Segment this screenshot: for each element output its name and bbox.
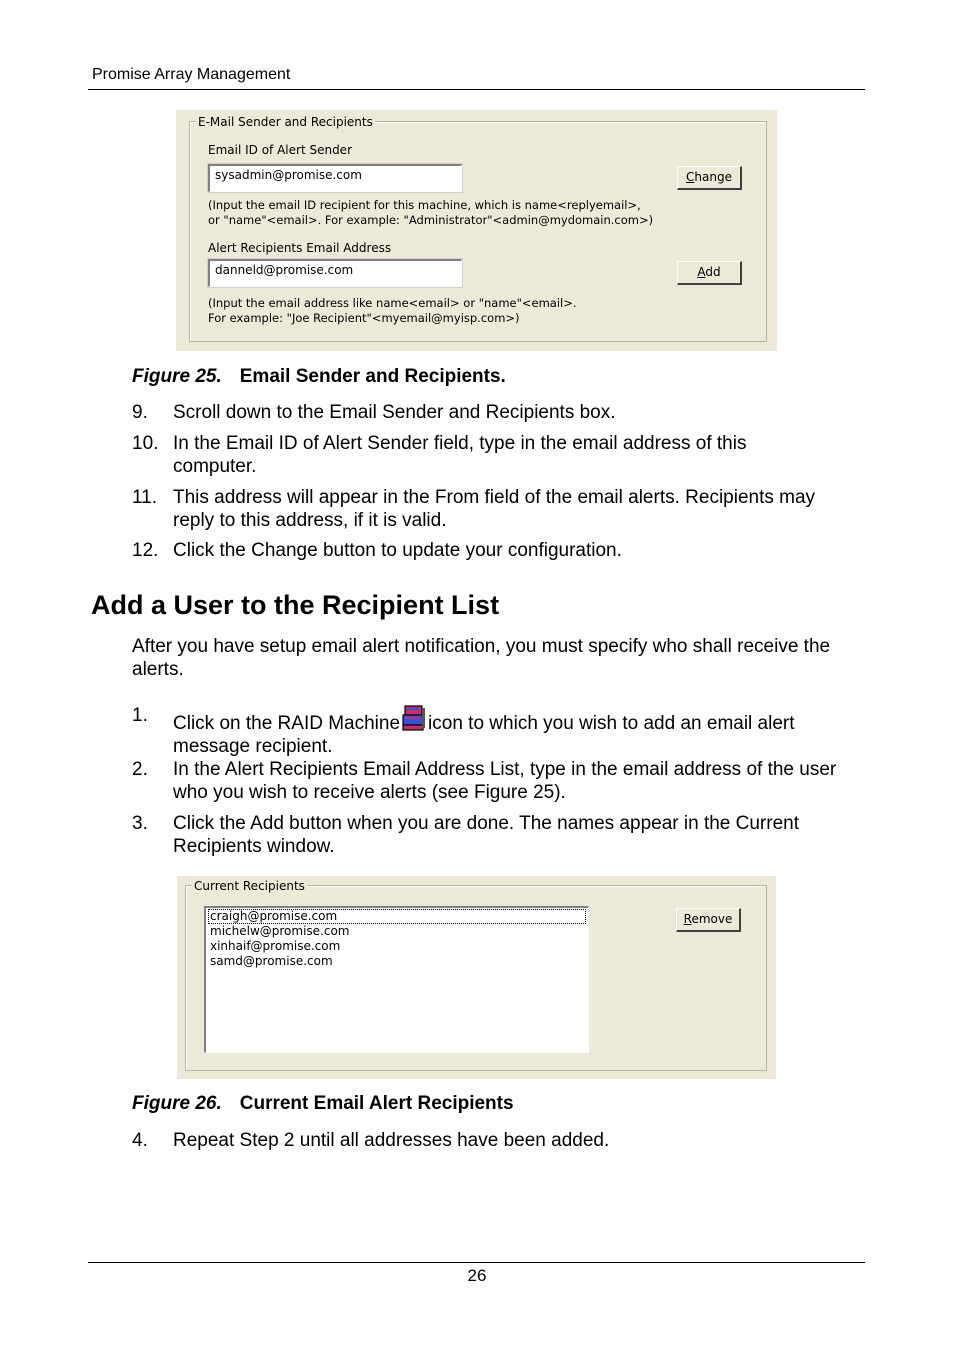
sender-email-input[interactable]: sysadmin@promise.com: [208, 164, 462, 192]
step-text: This address will appear in the From field of the email alerts. Recipients may reply to this address, if it is valid.: [173, 487, 816, 531]
figure-26-label: Figure 26.: [132, 1093, 222, 1114]
sender-hint-line-1: (Input the email ID recipient for this machine, which is name<replyemail>,: [208, 198, 641, 212]
figure-25-caption: [132, 366, 506, 388]
figure-25-title: Email Sender and Recipients.: [239, 366, 506, 387]
add-button-mnemonic: A: [697, 265, 706, 279]
step-text: In the Alert Recipients Email Address List, type in the email address of the user who you wish to receive alerts (see Figure 25).: [173, 759, 837, 803]
change-button-label: hange: [694, 170, 732, 184]
current-recipients-group-title: Current Recipients: [194, 879, 305, 893]
step-number: 9.: [132, 402, 148, 423]
page-number: 26: [467, 1266, 487, 1285]
remove-button-mnemonic: R: [683, 912, 692, 926]
header-rule: [88, 89, 865, 90]
figure-25-label: Figure 25.: [132, 366, 222, 387]
step-number: 3.: [132, 813, 148, 834]
figure-26-title: Current Email Alert Recipients: [239, 1093, 514, 1114]
email-sender-panel: [176, 110, 777, 351]
list-item[interactable]: xinhaif@promise.com: [210, 939, 341, 953]
current-recipients-panel: [177, 876, 776, 1079]
step-number: 4.: [132, 1130, 148, 1151]
change-button[interactable]: [677, 166, 742, 190]
step-text: Click the Add button when you are done. The names appear in the Current Recipients window.: [173, 813, 799, 857]
step-text-before-icon: Click on the RAID Machine: [173, 713, 401, 734]
section-heading: Add a User to the Recipient List: [91, 590, 500, 620]
intro-paragraph: After you have setup email alert notification, you must specify who shall receive the alerts.: [132, 636, 831, 680]
add-button[interactable]: [677, 261, 742, 285]
step-number: 11.: [132, 487, 158, 508]
list-item[interactable]: samd@promise.com: [210, 954, 333, 968]
footer-rule: [88, 1262, 865, 1263]
step-text-after-icon: icon to which you wish to add an email alert message recipient.: [173, 713, 795, 757]
step-text: In the Email ID of Alert Sender field, type in the email address of this computer.: [173, 433, 747, 477]
recipient-hint-line-2: For example: "Joe Recipient"<myemail@myisp.com>): [208, 311, 520, 325]
step-text: Repeat Step 2 until all addresses have been added.: [173, 1130, 610, 1151]
change-button-mnemonic: C: [686, 170, 695, 184]
sender-label: Email ID of Alert Sender: [208, 143, 352, 157]
running-header: Promise Array Management: [92, 66, 291, 83]
recipients-list[interactable]: [204, 906, 589, 1053]
step-text: Click the Change button to update your configuration.: [173, 540, 622, 561]
step-text: [173, 704, 863, 758]
step-number: 10.: [132, 433, 159, 454]
add-button-label: dd: [705, 265, 721, 279]
list-item[interactable]: michelw@promise.com: [210, 924, 350, 938]
raid-machine-icon: [402, 704, 426, 732]
list-item[interactable]: craigh@promise.com: [208, 909, 586, 924]
remove-button-label: emove: [691, 912, 733, 926]
sender-hint-line-2: or "name"<email>. For example: "Administrator"<admin@mydomain.com>): [208, 213, 654, 227]
email-sender-group-title: E-Mail Sender and Recipients: [198, 115, 373, 129]
step-number: 12.: [132, 540, 159, 561]
figure-26-caption: [132, 1093, 514, 1115]
step-text: Scroll down to the Email Sender and Recipients box.: [173, 402, 616, 423]
recipient-email-input[interactable]: danneld@promise.com: [208, 259, 462, 287]
step-number: 1.: [132, 705, 148, 726]
remove-button[interactable]: [676, 908, 741, 932]
recipient-hint-line-1: (Input the email address like name<email> or "name"<email>.: [208, 296, 577, 310]
recipient-label: Alert Recipients Email Address: [208, 241, 392, 255]
step-number: 2.: [132, 759, 148, 780]
